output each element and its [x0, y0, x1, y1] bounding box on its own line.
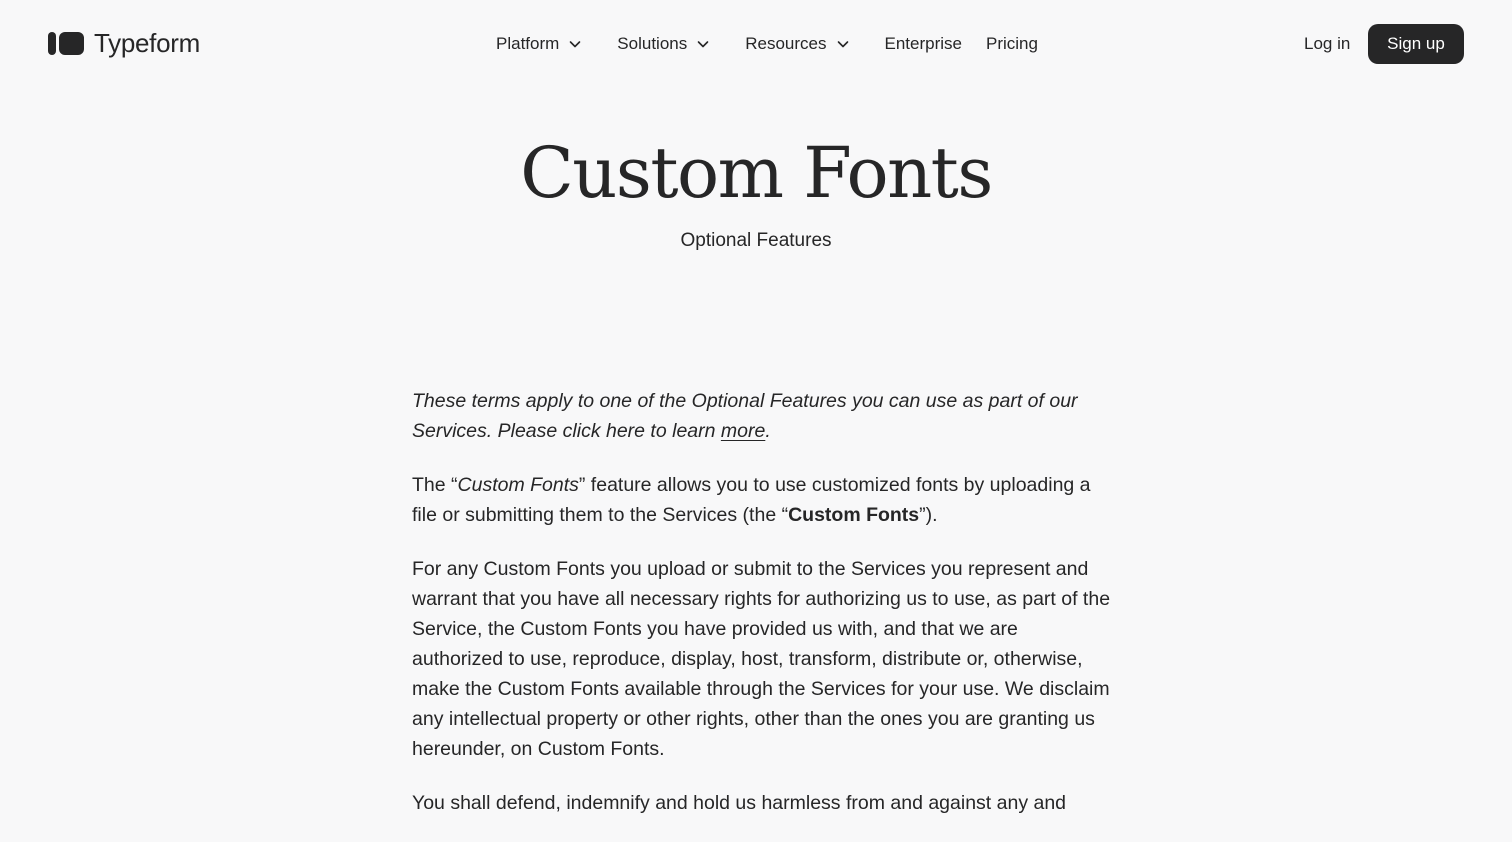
indemnity-paragraph: You shall defend, indemnify and hold us harmless from and against any and — [412, 792, 1067, 814]
chevron-down-icon — [567, 36, 583, 52]
nav-solutions-label: Solutions — [617, 34, 688, 53]
defined-term: Custom Fonts — [788, 504, 920, 526]
nav-resources-label: Resources — [745, 34, 827, 53]
chevron-down-icon — [835, 36, 851, 52]
typeform-logo-icon — [48, 32, 84, 55]
nav-solutions[interactable] — [617, 32, 711, 56]
definition-paragraph: The “Custom Fonts” feature allows you to use customized fonts by uploading a file or submitting them to the Services (the “Custom Fonts”). — [412, 474, 1091, 526]
warranty-paragraph: For any Custom Fonts you upload or submit to the Services you represent and warrant that you have all necessary rights for authorizing us to use, as part of the Service, the Custom Fonts you have provided us with, and that we are authorized to use, reproduce, display, host, transform, distribute or, otherwise, make the Custom Fonts available through the Services for your use. We disclaim any intellectual property or other rights, other than the ones you are granting us hereunder, on Custom Fonts. — [412, 558, 1111, 760]
nav-enterprise-label: Enterprise — [884, 34, 962, 53]
typeform-logo[interactable] — [48, 28, 200, 58]
site-header — [0, 0, 1512, 88]
nav-enterprise[interactable] — [885, 32, 962, 56]
nav-pricing-label: Pricing — [985, 34, 1038, 53]
nav-platform[interactable] — [496, 32, 583, 56]
intro-text: These terms apply to one of the Optional Features you can use as part of our Services. Please click here to learn more. — [412, 390, 1078, 442]
chevron-down-icon — [695, 36, 711, 52]
terms-content — [412, 386, 1112, 842]
nav-pricing[interactable] — [986, 32, 1038, 56]
main-nav — [496, 32, 1038, 56]
signup-button[interactable]: Sign up — [1368, 24, 1464, 64]
learn-more-link[interactable]: more — [720, 420, 766, 442]
intro-paragraph — [412, 386, 1112, 446]
logo-text: Typeform — [94, 28, 200, 58]
nav-platform-label: Platform — [496, 34, 560, 53]
page-title: Custom Fonts — [520, 132, 992, 214]
login-link[interactable]: Log in — [1304, 34, 1351, 53]
nav-resources[interactable] — [745, 32, 850, 56]
feature-name: Custom Fonts — [457, 474, 579, 496]
page-subtitle: Optional Features — [680, 230, 832, 251]
